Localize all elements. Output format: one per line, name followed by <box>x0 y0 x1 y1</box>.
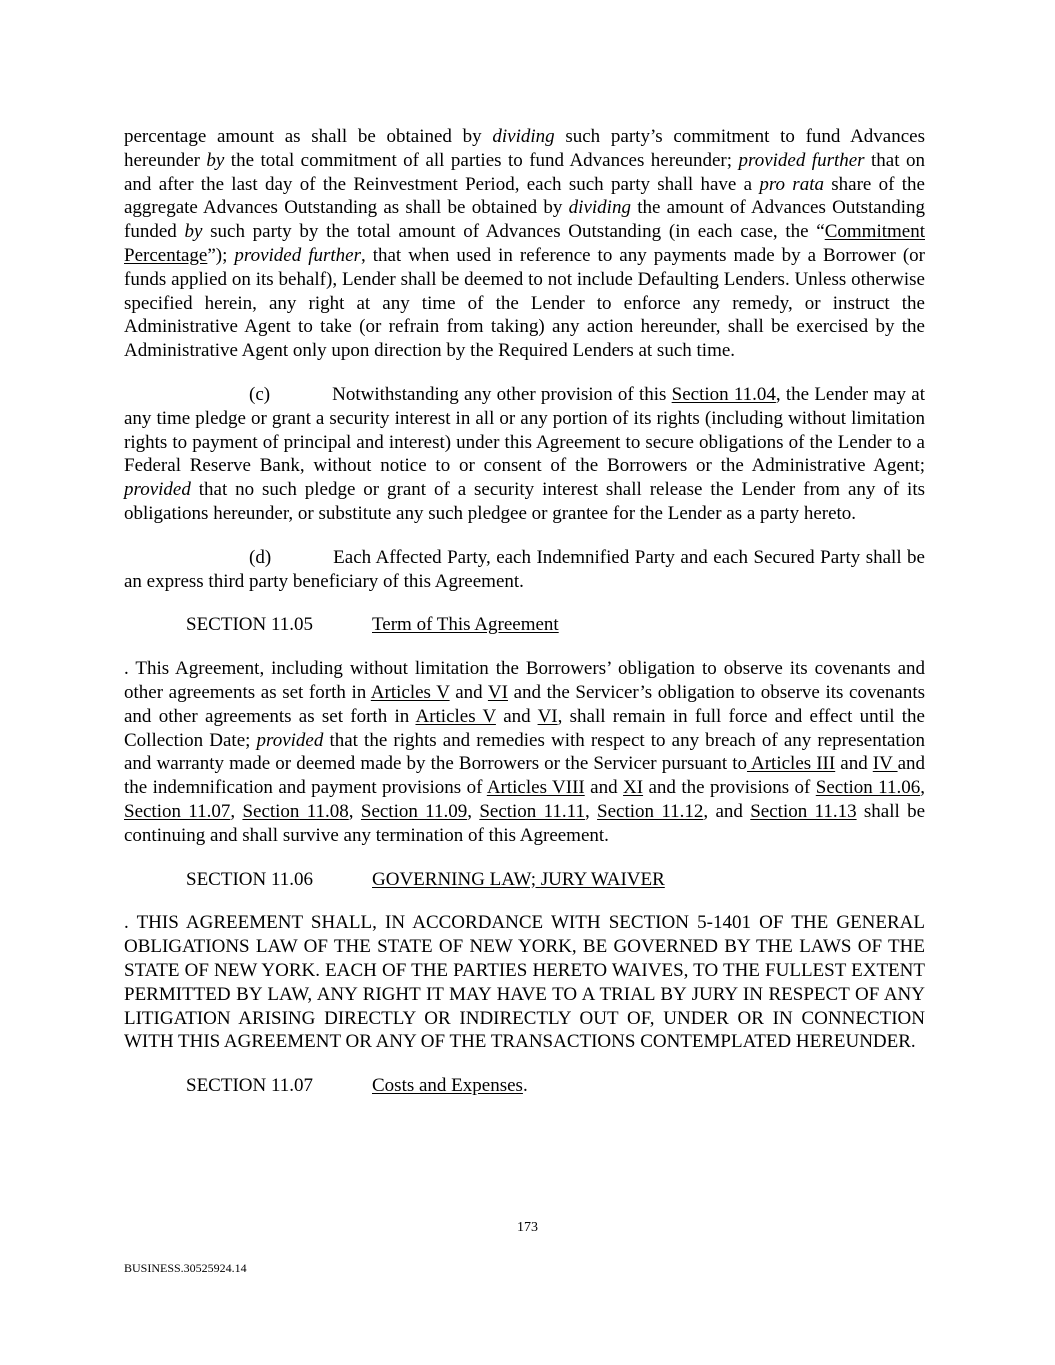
section-heading-11-05 <box>124 613 925 637</box>
section-title: Term of This Agreement <box>372 614 559 636</box>
text: such party by the total amount of Advances Outstanding (in each case, the “ <box>202 221 825 243</box>
document-id: BUSINESS.30525924.14 <box>124 1261 247 1275</box>
italic-text: pro rata <box>759 173 824 195</box>
paragraph-term-of-agreement <box>124 657 925 847</box>
cross-reference: Section 11.06 <box>815 777 921 799</box>
text: the total commitment of all parties to fund Advances hereunder; <box>224 149 739 171</box>
cross-reference: Section 11.09 <box>360 800 468 822</box>
italic-text: dividing <box>492 126 555 147</box>
section-title: Costs and Expenses <box>372 1075 523 1097</box>
text: and <box>449 681 488 703</box>
cross-reference: Articles V <box>415 705 496 727</box>
cross-reference: Articles III <box>746 753 836 775</box>
text: . <box>522 1075 528 1097</box>
italic-text: by <box>184 221 203 243</box>
defined-term: Commitment Percentage <box>124 221 925 266</box>
text: , and <box>703 800 751 822</box>
cross-reference: VI <box>487 681 508 703</box>
italic-text: dividing <box>568 197 631 219</box>
section-heading-11-06 <box>124 868 925 892</box>
text: ”); <box>207 244 235 266</box>
cross-reference: VI <box>537 705 558 727</box>
text: , that when used in reference to any payments made by a Borrower (or funds applied on its behalf), Lender shall be deemed to not include Defaulting Lenders. Unless otherwise specified herein, any right at any time of the Lender to enforce any remedy, or instruct the Administrative Agent to take (or refrain from taking) any action hereunder, shall be exercised by the Administrative Agent only upon direction by the Required Lenders at such time. <box>124 244 925 362</box>
text: , shall remain in full force and effect until the Collection Date; <box>124 705 925 751</box>
text: , the Lender may at any time pledge or grant a security interest in all or any portion of its rights (including without limitation rights to payment of principal and interest) under this Agreement to secure obligations of the Lender to a Federal Reserve Bank, without notice to or consent of the Borrowers or the Administrative Agent; <box>124 383 925 477</box>
cross-reference: Articles VIII <box>486 777 585 799</box>
section-heading-11-07 <box>124 1074 925 1098</box>
text: , <box>920 777 925 799</box>
paragraph-governing-law <box>124 911 925 1054</box>
cross-reference: Section 11.07 <box>124 800 231 822</box>
text: that no such pledge or grant of a security interest shall release the Lender from any of its obligations hereunder, or substitute any such pledgee or grantee for the Lender as a party hereto. <box>124 479 925 524</box>
text: Each Affected Party, each Indemnified Party and each Secured Party shall be an express third party beneficiary of this Agreement. <box>124 546 925 592</box>
clause-label: (d) <box>249 546 272 568</box>
text: that on and after the last day of the Reinvestment Period, each such party shall have a <box>124 149 925 195</box>
text: . THIS AGREEMENT SHALL, IN ACCORDANCE WITH SECTION 5-1401 OF THE GENERAL OBLIGATIONS LAW OF THE STATE OF NEW YORK, BE GOVERNED BY THE LAWS OF THE STATE OF NEW YORK. EACH OF THE PARTIES HERETO WAIVES, TO THE FULLEST EXTENT PERMITTED BY LAW, ANY RIGHT IT MAY HAVE TO A TRIAL BY JURY IN RESPECT OF ANY LITIGATION ARISING DIRECTLY OR INDIRECTLY OUT OF, UNDER OR IN CONNECTION WITH THIS AGREEMENT OR ANY OF THE TRANSACTIONS CONTEMPLATED HEREUNDER. <box>124 912 925 1053</box>
text: and the Servicer’s obligation to observe its covenants and other agreements as set forth in <box>124 681 925 727</box>
text: and <box>835 753 873 775</box>
text: . This Agreement, including without limitation the Borrowers’ obligation to observe its covenants and other agreements as set forth in <box>124 658 925 703</box>
text: percentage amount as shall be obtained by <box>124 126 493 147</box>
cross-reference: Section 11.12 <box>597 800 704 822</box>
text: and <box>495 705 538 727</box>
text: , <box>584 800 598 822</box>
cross-reference: Section 11.11 <box>479 800 585 822</box>
text: and the provisions of <box>643 777 816 799</box>
cross-reference: Section 11.04 <box>671 383 776 405</box>
italic-text: provided <box>124 479 191 501</box>
paragraph-d <box>124 546 925 594</box>
section-number: SECTION 11.07 <box>186 1075 314 1097</box>
text: the amount of Advances Outstanding funded <box>124 197 925 243</box>
section-number: SECTION 11.05 <box>186 614 314 636</box>
italic-text: provided <box>256 729 324 751</box>
cross-reference: Articles V <box>370 681 450 703</box>
section-title: GOVERNING LAW; JURY WAIVER <box>372 868 665 890</box>
paragraph-c <box>124 383 925 526</box>
text: and the indemnification and payment provisions of <box>124 753 925 799</box>
section-number: SECTION 11.06 <box>186 868 314 890</box>
cross-reference: Section 11.13 <box>750 800 857 822</box>
text: , <box>348 800 361 822</box>
italic-text: provided further <box>234 244 361 266</box>
italic-text: by <box>206 149 225 171</box>
text: shall be continuing and shall survive any termination of this Agreement. <box>124 800 926 846</box>
document-body <box>124 125 925 1098</box>
text: that the rights and remedies with respect to any breach of any representation and warranty made or deemed made by the Borrowers or the Servicer pursuant to <box>124 729 925 775</box>
text: , <box>230 800 243 822</box>
clause-label: (c) <box>249 383 271 405</box>
text: Notwithstanding any other provision of this <box>332 383 672 405</box>
text: , <box>467 800 480 822</box>
cross-reference: XI <box>623 777 644 799</box>
italic-text: provided further <box>738 149 865 171</box>
text: share of the aggregate Advances Outstanding as shall be obtained by <box>124 173 925 219</box>
page-number: 173 <box>517 1220 538 1235</box>
text: such party’s commitment to fund Advances hereunder <box>124 126 925 171</box>
cross-reference: Section 11.08 <box>242 800 349 822</box>
paragraph-commitment-percentage <box>124 125 925 363</box>
cross-reference: IV <box>872 753 898 775</box>
text: and <box>584 777 623 799</box>
